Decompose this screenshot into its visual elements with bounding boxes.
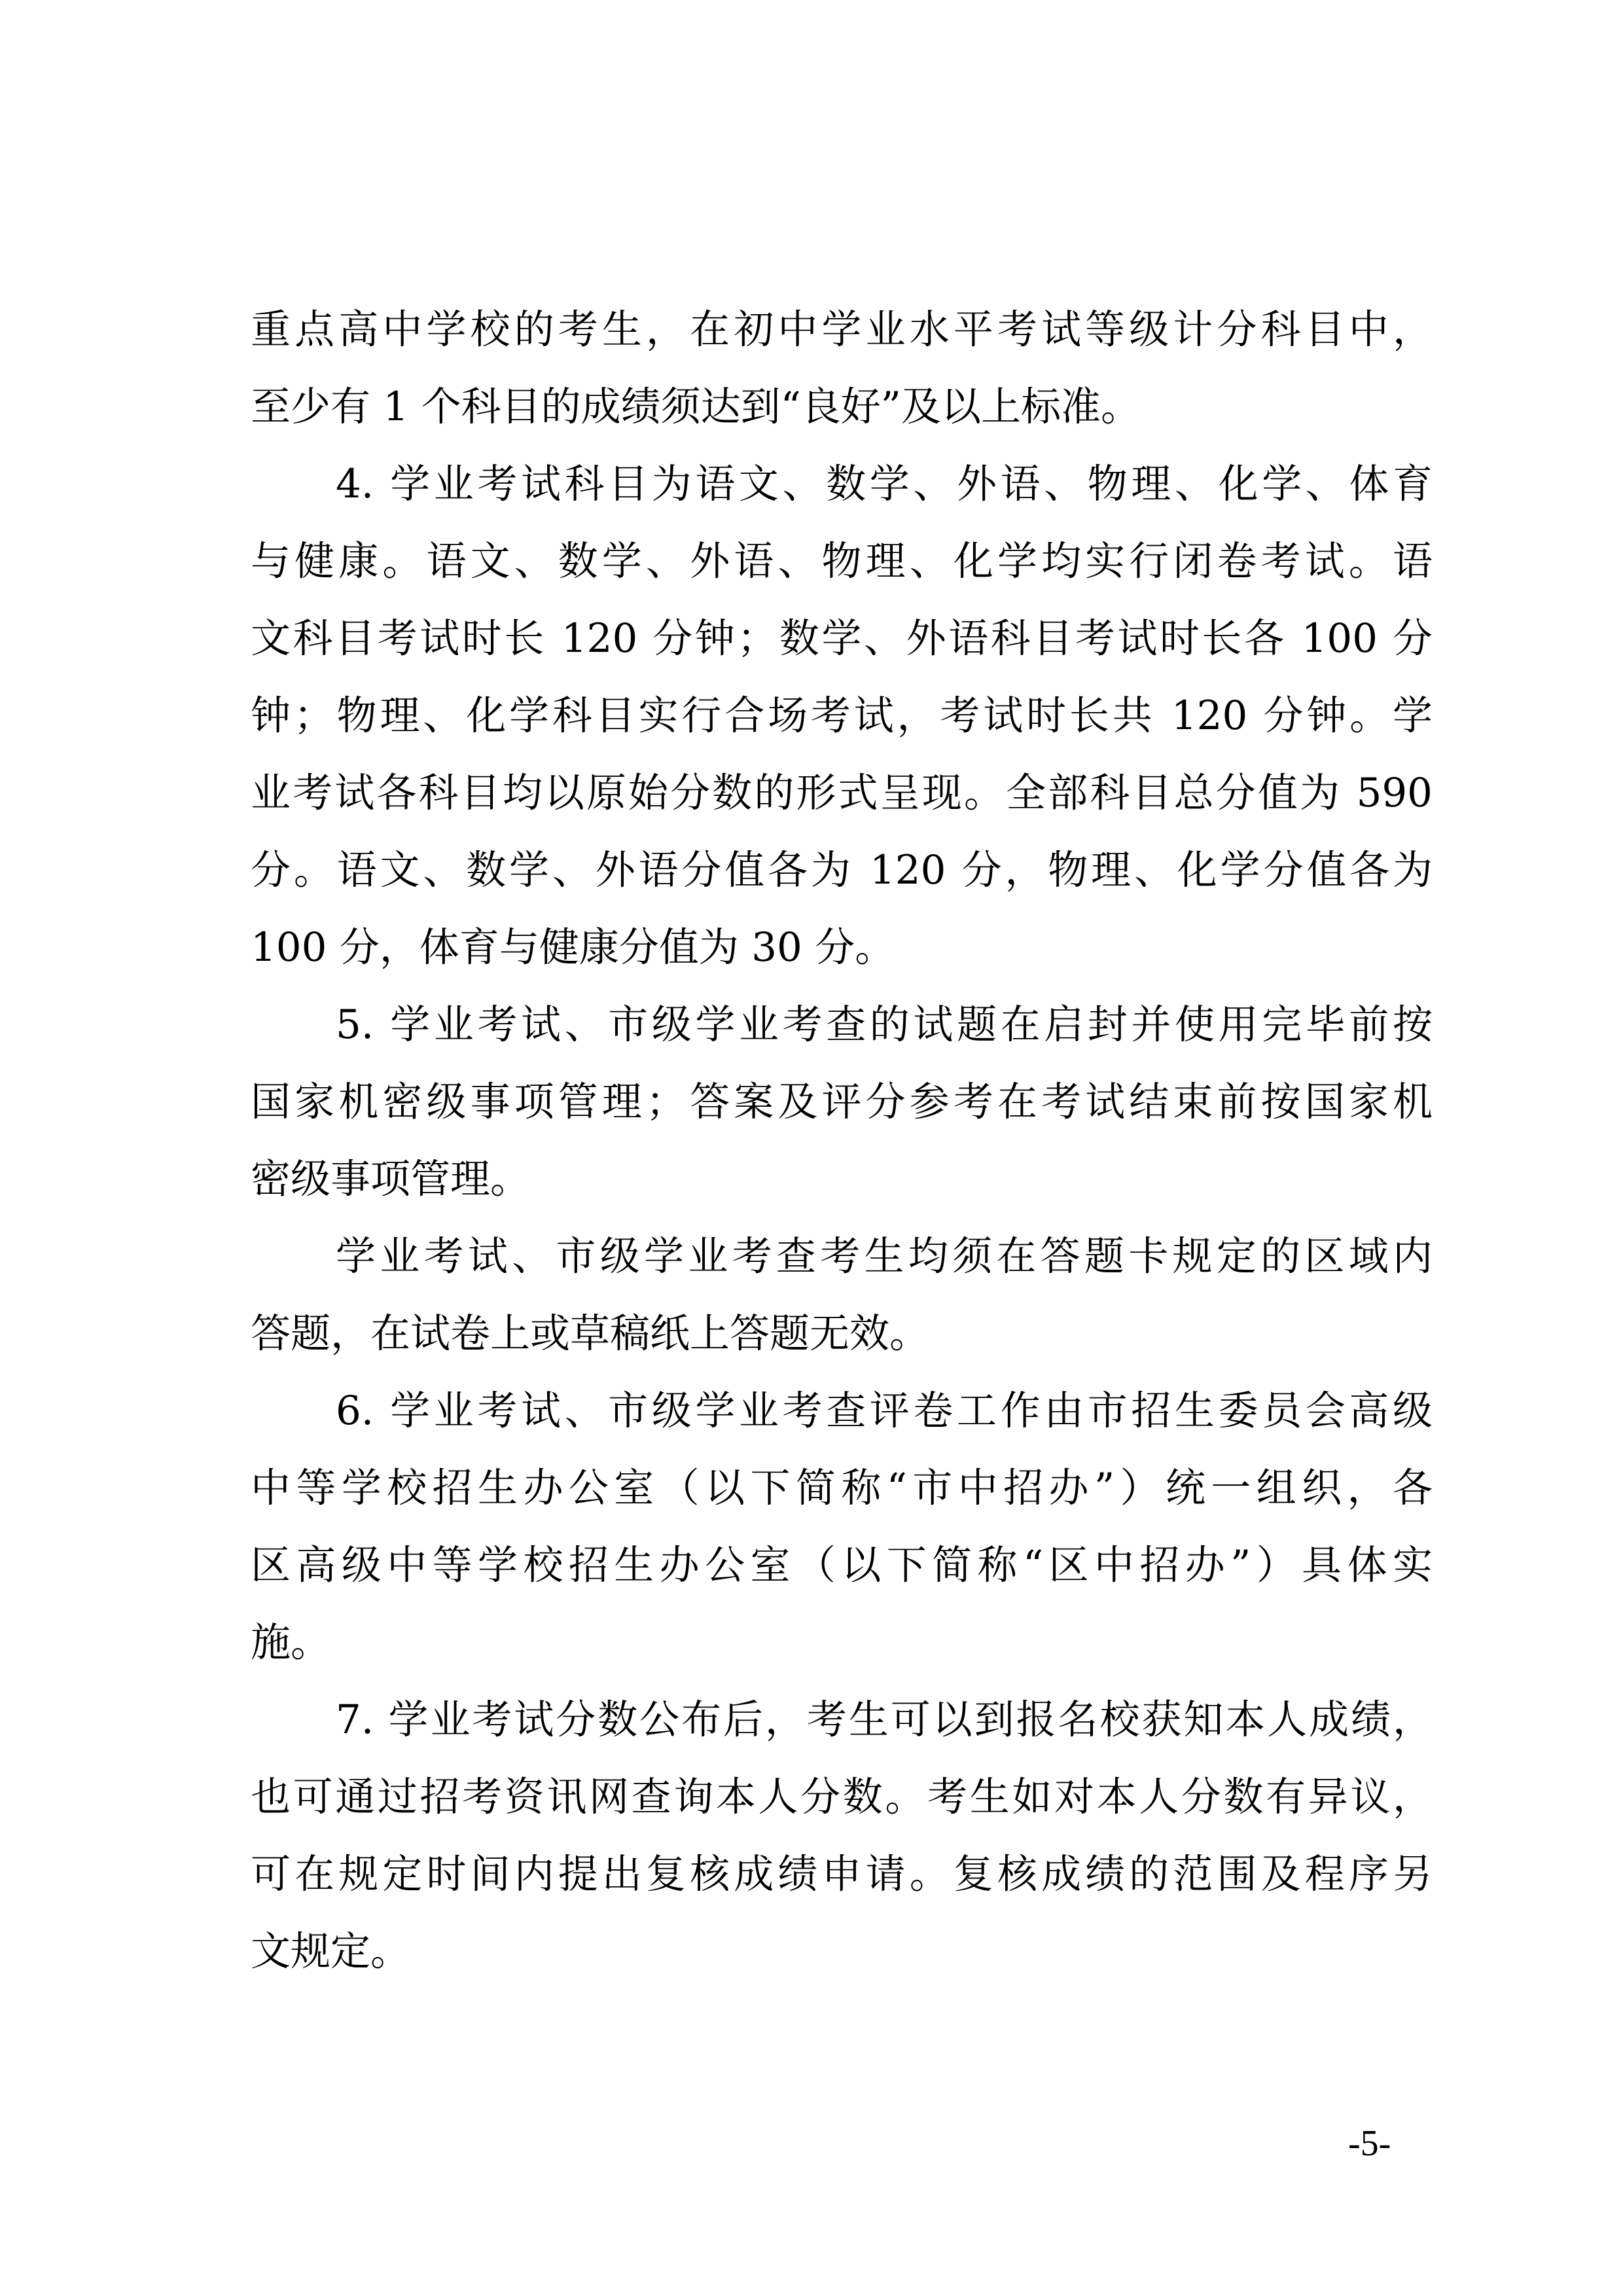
text-line: 学业考试、市级学业考查考生均须在答题卡规定的区域内 bbox=[336, 1233, 1433, 1280]
text-line: 国家机密级事项管理；答案及评分参考在考试结束前按国家机 bbox=[251, 1079, 1433, 1125]
text-line: 重点高中学校的考生，在初中学业水平考试等级计分科目中， bbox=[251, 306, 1433, 353]
text-line: 答题，在试卷上或草稿纸上答题无效。 bbox=[251, 1310, 930, 1357]
text-line: 5. 学业考试、市级学业考查的试题在启封并使用完毕前按 bbox=[336, 1001, 1433, 1048]
text-line: 也可通过招考资讯网查询本人分数。考生如对本人分数有异议， bbox=[251, 1774, 1433, 1820]
text-line: 施。 bbox=[251, 1619, 331, 1666]
text-line: 与健康。语文、数学、外语、物理、化学均实行闭卷考试。语 bbox=[251, 538, 1433, 584]
text-line: 文规定。 bbox=[251, 1928, 411, 1975]
text-line: 可在规定时间内提出复核成绩申请。复核成绩的范围及程序另 bbox=[251, 1851, 1433, 1897]
text-line: 6. 学业考试、市级学业考查评卷工作由市招生委员会高级 bbox=[336, 1388, 1433, 1434]
text-line: 7. 学业考试分数公布后，考生可以到报名校获知本人成绩， bbox=[336, 1696, 1433, 1743]
text-line: 分。语文、数学、外语分值各为 120 分，物理、化学分值各为 bbox=[251, 847, 1433, 893]
text-line: 区高级中等学校招生办公室（以下简称“区中招办”）具体实 bbox=[251, 1542, 1433, 1588]
text-line: 中等学校招生办公室（以下简称“市中招办”）统一组织，各 bbox=[251, 1465, 1433, 1511]
body-text bbox=[251, 291, 1433, 1990]
text-line: 文科目考试时长 120 分钟；数学、外语科目考试时长各 100 分 bbox=[251, 615, 1433, 662]
page-number: -5- bbox=[1348, 2123, 1391, 2164]
text-line: 100 分，体育与健康分值为 30 分。 bbox=[251, 924, 895, 971]
text-line: 至少有 1 个科目的成绩须达到“良好”及以上标准。 bbox=[251, 384, 1141, 430]
text-line: 钟；物理、化学科目实行合场考试，考试时长共 120 分钟。学 bbox=[251, 692, 1433, 739]
text-line: 4. 学业考试科目为语文、数学、外语、物理、化学、体育 bbox=[336, 461, 1433, 507]
text-line: 业考试各科目均以原始分数的形式呈现。全部科目总分值为 590 bbox=[251, 770, 1433, 816]
text-line: 密级事项管理。 bbox=[251, 1156, 531, 1202]
